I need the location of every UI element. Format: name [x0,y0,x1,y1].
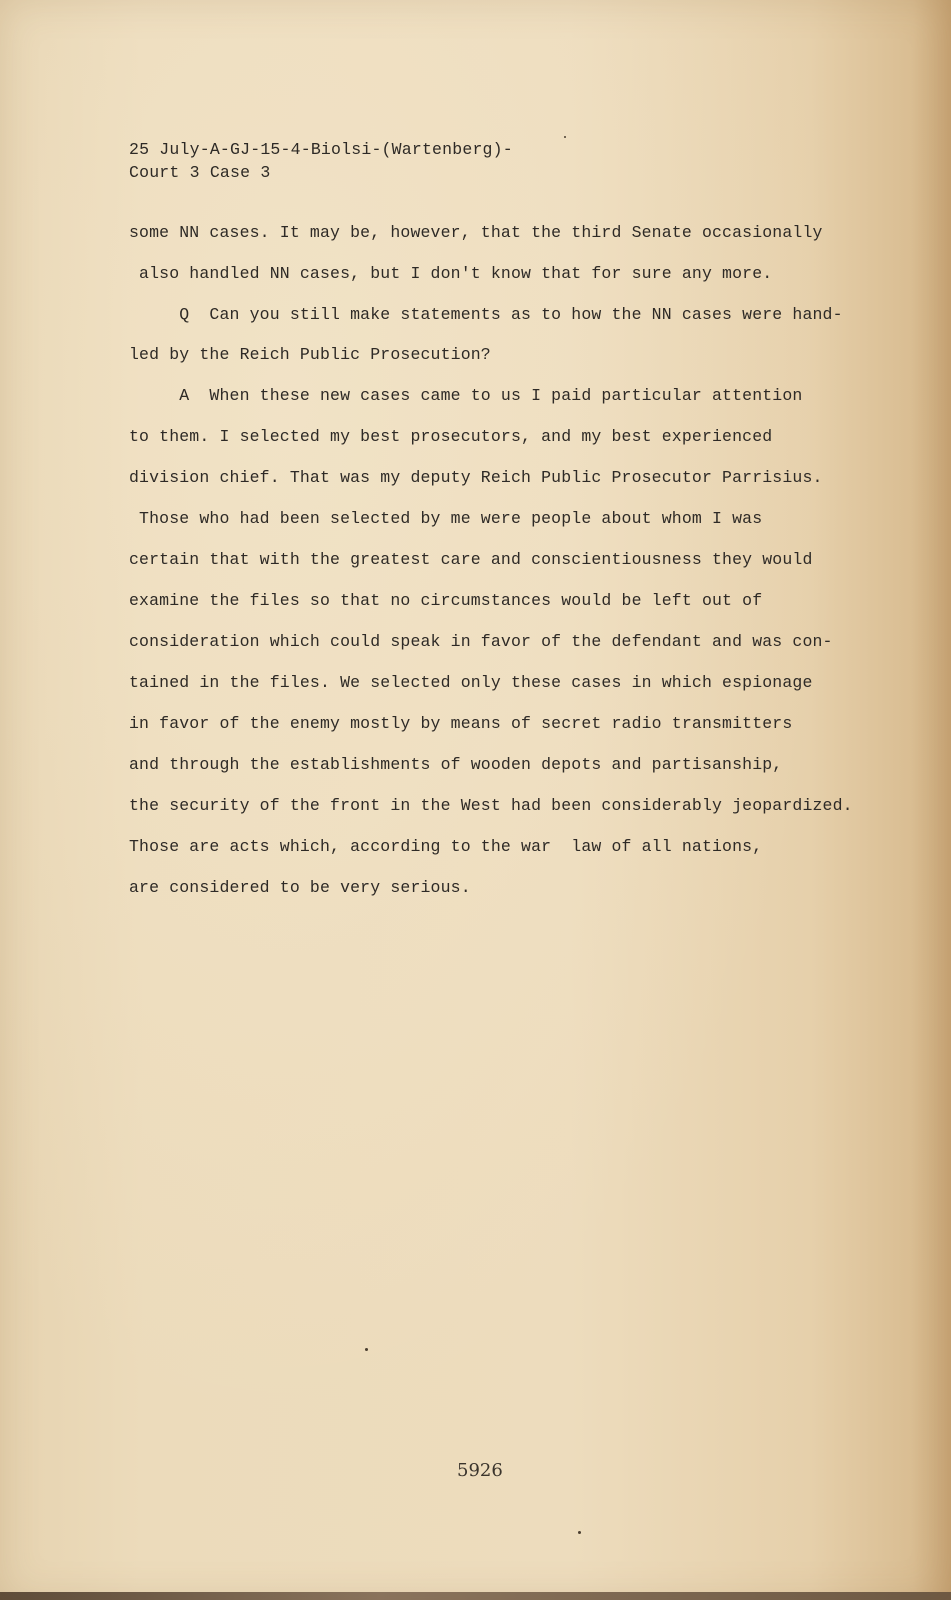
transcript-line: A When these new cases came to us I paid particular attention [129,386,803,405]
transcript-line: the security of the front in the West had been considerably jeopardized. [129,796,853,815]
transcript-line: are considered to be very serious. [129,878,471,897]
transcript-line: and through the establishments of wooden depots and partisanship, [129,755,783,774]
transcript-line: some NN cases. It may be, however, that the third Senate occasionally [129,223,823,242]
transcript-line: tained in the files. We selected only these cases in which espionage [129,673,813,692]
transcript-line: Those who had been selected by me were people about whom I was [129,509,763,528]
scan-bottom-edge [0,1592,951,1600]
transcript-line: Q Can you still make statements as to how the NN cases were hand- [129,305,843,324]
transcript-line: to them. I selected my best prosecutors, and my best experienced [129,427,773,446]
header-session-line: 25 July-A-GJ-15-4-Biolsi-(Wartenberg)- [129,140,513,159]
transcript-line: also handled NN cases, but I don't know that for sure any more. [129,264,773,283]
transcript-line: led by the Reich Public Prosecution? [129,345,491,364]
transcript-line: Those are acts which, according to the war law of all nations, [129,837,763,856]
transcript-line: in favor of the enemy mostly by means of secret radio transmitters [129,714,793,733]
document-header [129,138,513,184]
page-number: 5926 [457,1460,503,1481]
paper-speck [365,1348,368,1351]
transcript-line: consideration which could speak in favor of the defendant and was con- [129,632,833,651]
paper-speck [578,1531,581,1534]
transcript-line: division chief. That was my deputy Reich Public Prosecutor Parrisius. [129,468,823,487]
transcript-line: certain that with the greatest care and conscientiousness they would [129,550,813,569]
transcript-line: examine the files so that no circumstances would be left out of [129,591,763,610]
paper-speck [564,136,566,138]
header-court-line: Court 3 Case 3 [129,163,271,182]
